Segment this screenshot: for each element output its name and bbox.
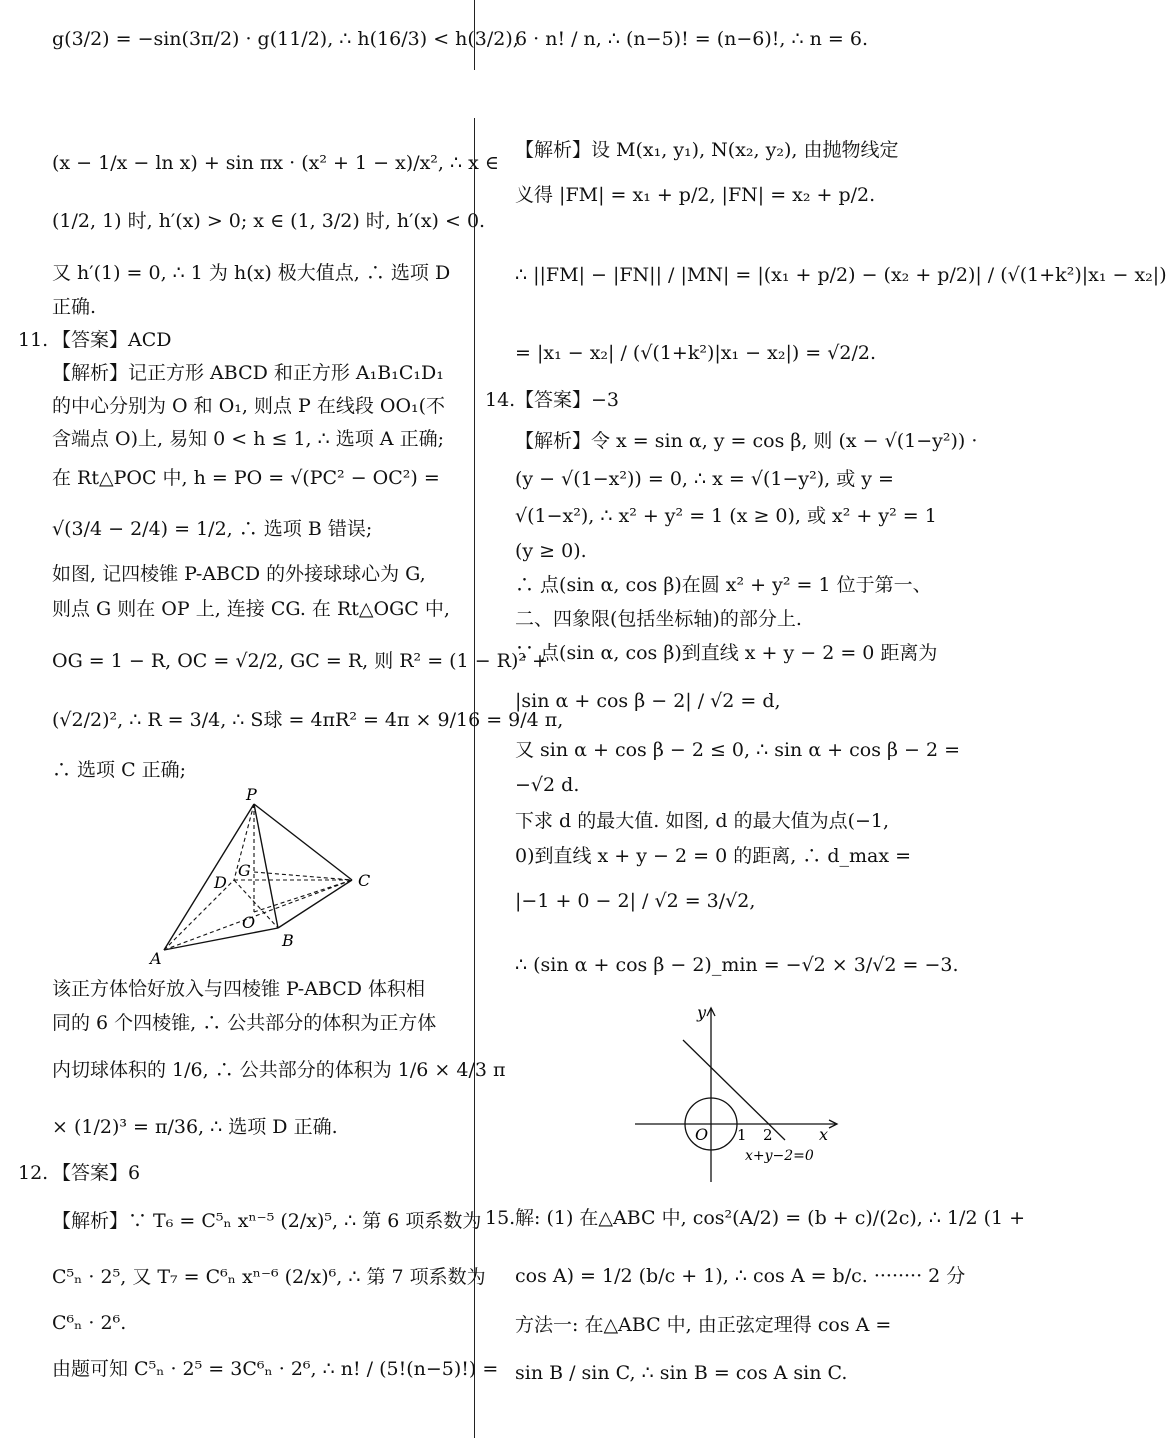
text-line: OG = 1 − R, OC = √2/2, GC = R, 则 R² = (1 − R)² + — [52, 650, 548, 672]
text-line: (y − √(1−x²)) = 0, ∴ x = √(1−y²), 或 y = — [515, 468, 894, 490]
text-line: ∴ 选项 C 正确; — [52, 759, 187, 781]
text-line: ∴ (sin α + cos β − 2)_min = −√2 × 3/√2 = −3. — [515, 954, 959, 976]
text-line: × (1/2)³ = π/36, ∴ 选项 D 正确. — [52, 1116, 338, 1138]
text-line: 【解析】记正方形 ABCD 和正方形 A₁B₁C₁D₁ — [52, 362, 444, 384]
text-line: 解: (1) 在△ABC 中, cos²(A/2) = (b + c)/(2c), ∴ 1/2 (1 + — [515, 1207, 1026, 1229]
line-label: x+y−2=0 — [745, 1148, 814, 1164]
answer-line: 【答案】6 — [52, 1162, 141, 1184]
question-number: 14. — [485, 389, 516, 411]
text-line: 方法一: 在△ABC 中, 由正弦定理得 cos A = — [515, 1314, 892, 1336]
tick-label-1: 1 — [737, 1126, 747, 1144]
text-line: (√2/2)², ∴ R = 3/4, ∴ S球 = 4πR² = 4π × 9/16 = 9/4 π, — [52, 709, 564, 731]
text-line: 该正方体恰好放入与四棱锥 P-ABCD 体积相 — [52, 978, 426, 1000]
question-number: 12. — [18, 1162, 49, 1184]
tick-label-2: 2 — [763, 1126, 773, 1144]
right-column — [485, 0, 1167, 1442]
text-line: 内切球体积的 1/6, ∴ 公共部分的体积为 1/6 × 4/3 π — [52, 1059, 506, 1081]
text-line: |−1 + 0 − 2| / √2 = 3/√2, — [515, 890, 756, 912]
text-line: = |x₁ − x₂| / (√(1+k²)|x₁ − x₂|) = √2/2. — [515, 342, 876, 364]
label-y: y — [697, 1003, 707, 1022]
text-line: 含端点 O)上, 易知 0 < h ≤ 1, ∴ 选项 A 正确; — [52, 428, 444, 450]
text-line: ∴ ||FM| − |FN|| / |MN| = |(x₁ + p/2) − (x₂ + p/2)| / (√(1+k²)|x₁ − x₂|) — [515, 264, 1167, 286]
text-line: 正确. — [52, 296, 97, 318]
label-P: P — [246, 785, 257, 804]
text-line: 【解析】设 M(x₁, y₁), N(x₂, y₂), 由抛物线定 — [515, 139, 899, 161]
text-line: 又 h′(1) = 0, ∴ 1 为 h(x) 极大值点, ∴ 选项 D — [52, 262, 451, 284]
text-line: √(1−x²), ∴ x² + y² = 1 (x ≥ 0), 或 x² + y² = 1 — [515, 505, 937, 527]
answer-line: 【答案】ACD — [52, 329, 172, 351]
text-line: 由题可知 C⁵ₙ · 2⁵ = 3C⁶ₙ · 2⁶, ∴ n! / (5!(n−5)!) = — [52, 1358, 499, 1380]
text-line: cos A) = 1/2 (b/c + 1), ∴ cos A = b/c. ········ 2 分 — [515, 1265, 966, 1287]
label-G: G — [238, 861, 251, 880]
text-line: (x − 1/x − ln x) + sin πx · (x² + 1 − x)/x², ∴ x ∈ — [52, 152, 499, 174]
text-line: 的中心分别为 O 和 O₁, 则点 P 在线段 OO₁(不 — [52, 395, 446, 417]
question-number: 15. — [485, 1207, 516, 1229]
text-line: ∴ 点(sin α, cos β)在圆 x² + y² = 1 位于第一、 — [515, 574, 932, 596]
label-A: A — [150, 949, 162, 968]
pyramid-figure — [142, 784, 442, 974]
text-line: 在 Rt△POC 中, h = PO = √(PC² − OC²) = — [52, 467, 440, 489]
text-line: −√2 d. — [515, 774, 580, 796]
text-line: C⁵ₙ · 2⁵, 又 T₇ = C⁶ₙ xⁿ⁻⁶ (2/x)⁶, ∴ 第 7 项系数为 — [52, 1266, 486, 1288]
label-x: x — [819, 1125, 829, 1144]
column-divider — [474, 118, 475, 1438]
text-line: 下求 d 的最大值. 如图, d 的最大值为点(−1, — [515, 810, 890, 832]
label-D: D — [214, 873, 227, 892]
text-line: g(3/2) = −sin(3π/2) · g(11/2), ∴ h(16/3) < h(3/2), — [52, 28, 519, 50]
text-line: ∵ 点(sin α, cos β)到直线 x + y − 2 = 0 距离为 — [515, 642, 938, 664]
text-line: 如图, 记四棱锥 P-ABCD 的外接球球心为 G, — [52, 563, 426, 585]
text-line: √(3/4 − 2/4) = 1/2, ∴ 选项 B 错误; — [52, 518, 373, 540]
text-line: 则点 G 则在 OP 上, 连接 CG. 在 Rt△OGC 中, — [52, 598, 450, 620]
question-number: 11. — [18, 329, 49, 351]
text-line: 二、四象限(包括坐标轴)的部分上. — [515, 608, 802, 630]
label-origin: O — [695, 1125, 709, 1144]
text-line: C⁶ₙ · 2⁶. — [52, 1312, 127, 1334]
text-line: sin B / sin C, ∴ sin B = cos A sin C. — [515, 1362, 848, 1384]
text-line: 【解析】令 x = sin α, y = cos β, 则 (x − √(1−y²)) · — [515, 430, 978, 452]
text-line: 又 sin α + cos β − 2 ≤ 0, ∴ sin α + cos β − 2 = — [515, 739, 961, 761]
text-line: 6 · n! / n, ∴ (n−5)! = (n−6)!, ∴ n = 6. — [515, 28, 868, 50]
answer-line: 【答案】−3 — [515, 389, 620, 411]
text-line: (y ≥ 0). — [515, 540, 587, 562]
text-line: 0)到直线 x + y − 2 = 0 的距离, ∴ d_max = — [515, 845, 912, 867]
text-line: 【解析】∵ T₆ = C⁵ₙ xⁿ⁻⁵ (2/x)⁵, ∴ 第 6 项系数为 — [52, 1210, 482, 1232]
text-line: (1/2, 1) 时, h′(x) > 0; x ∈ (1, 3/2) 时, h′(x) < 0. — [52, 210, 486, 232]
label-O: O — [242, 913, 256, 932]
label-C: C — [358, 871, 371, 890]
text-line: |sin α + cos β − 2| / √2 = d, — [515, 690, 781, 712]
label-B: B — [282, 931, 294, 950]
text-line: 同的 6 个四棱锥, ∴ 公共部分的体积为正方体 — [52, 1012, 437, 1034]
text-line: 义得 |FM| = x₁ + p/2, |FN| = x₂ + p/2. — [515, 184, 876, 206]
circle-line-graph — [625, 1000, 845, 1190]
